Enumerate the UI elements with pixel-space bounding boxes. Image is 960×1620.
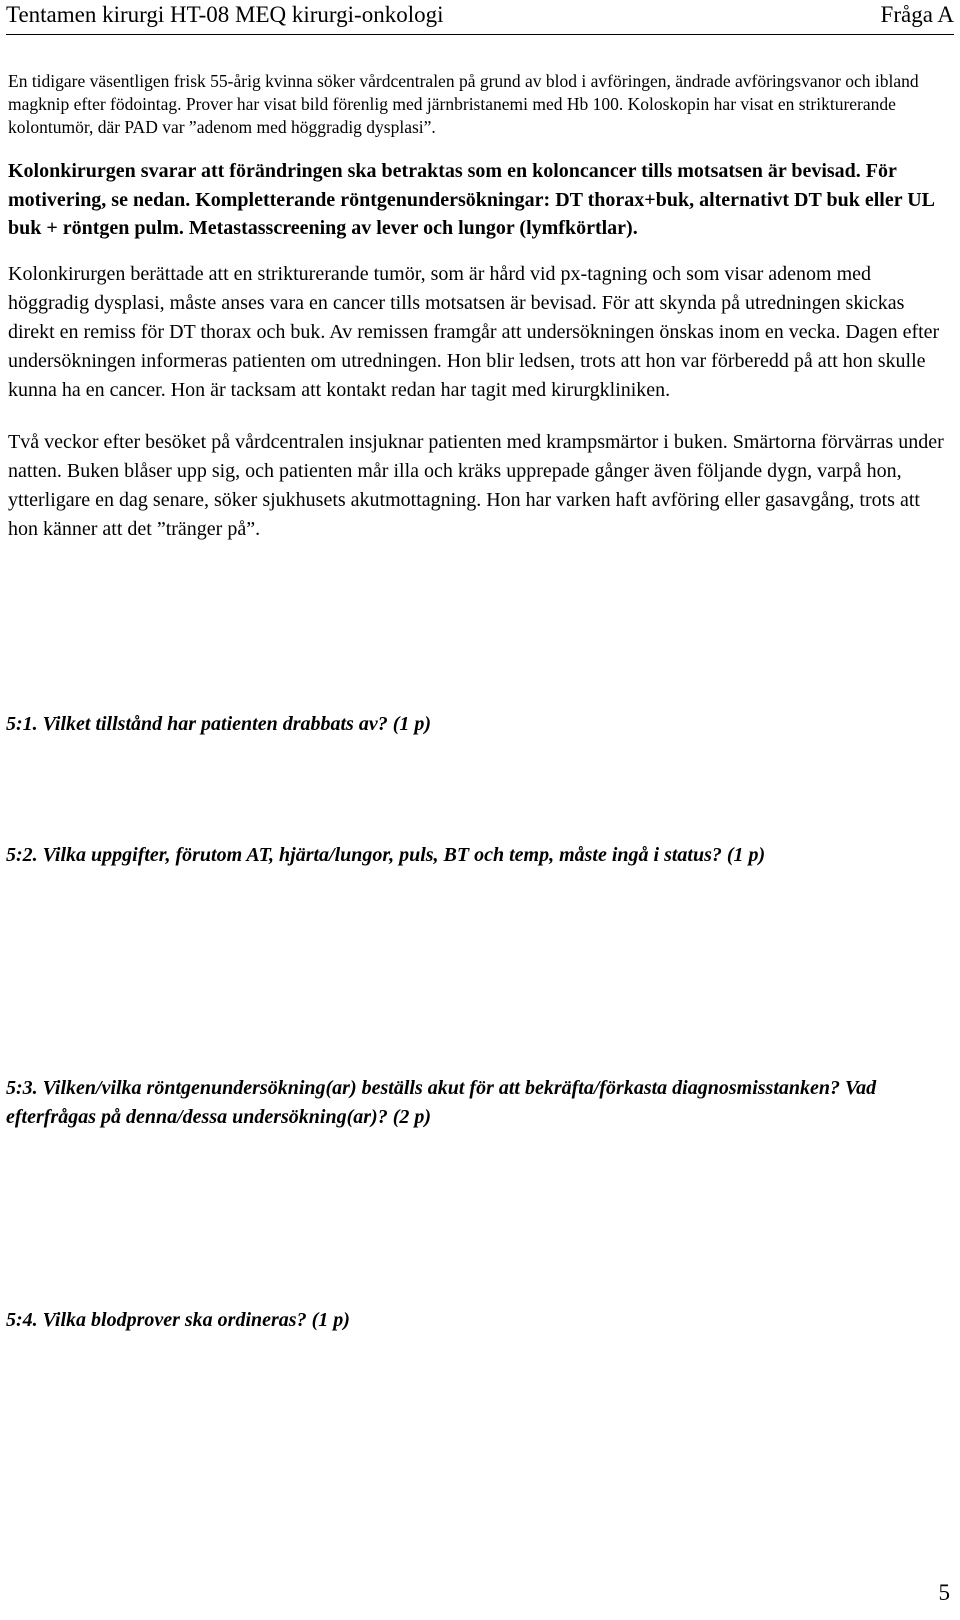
case-paragraph-2: Två veckor efter besöket på vårdcentralen insjuknar patienten med krampsmärtor i buken. Smärtorna förvärras under natten. Buken blåser upp sig, och patienten mår illa och kräks upprepade gånger även följande dygn, varpå hon, ytterligare en dag senare, söker sjukhusets akutmottagning. Hon har varken haft avföring eller gasavgång, trots att hon känner att det ”tränger på”. [8, 430, 944, 540]
question-5-1: 5:1. Vilket tillstånd har patienten drabbats av? (1 p) [6, 713, 432, 735]
question-5-2: 5:2. Vilka uppgifter, förutom AT, hjärta/lungor, puls, BT och temp, måste ingå i status? (1 p) [6, 844, 766, 866]
header-label: Fråga A [880, 2, 954, 27]
page-number: 5 [938, 1580, 950, 1605]
case-intro: En tidigare väsentligen frisk 55-årig kvinna söker vårdcentralen på grund av blod i avföringen, ändrade avföringsvanor och ibland magknip efter födointag. Prover har visat bild förenlig med järnbristanemi med Hb 100. Koloskopin har visat en strikturerande kolontumör, där PAD var ”adenom med höggradig dysplasi”. [8, 71, 919, 137]
header-title: Tentamen kirurgi HT-08 MEQ kirurgi-onkologi [6, 2, 444, 27]
question-5-3: 5:3. Vilken/vilka röntgenundersökning(ar) beställs akut för att bekräfta/förkasta diagnosmisstanken? Vad efterfrågas på denna/dessa undersökning(ar)? (2 p) [6, 1077, 877, 1128]
case-paragraph-1: Kolonkirurgen berättade att en strikturerande tumör, som är hård vid px-tagning och som visar adenom med höggradig dysplasi, måste anses vara en cancer tills motsatsen är bevisad. För att skynda på utredningen skickas direkt en remiss för DT thorax och buk. Av remissen framgår att undersökningen önskas inom en vecka. Dagen efter undersökningen informeras patienten om utredningen. Hon blir ledsen, trots att hon var förberedd på att hon skulle kunna ha en cancer. Hon är tacksam att kontakt redan har tagit med kirurgkliniken. [8, 262, 940, 401]
surgeon-answer: Kolonkirurgen svarar att förändringen ska betraktas som en koloncancer tills motsatsen är bevisad. För motivering, se nedan. Kompletterande röntgenundersökningar: DT thorax+buk, alternativt DT buk eller UL buk + röntgen pulm. Metastasscreening av lever och lungor (lymfkörtlar). [8, 160, 934, 239]
page-header [6, 0, 954, 35]
question-5-4: 5:4. Vilka blodprover ska ordineras? (1 p) [6, 1309, 350, 1331]
